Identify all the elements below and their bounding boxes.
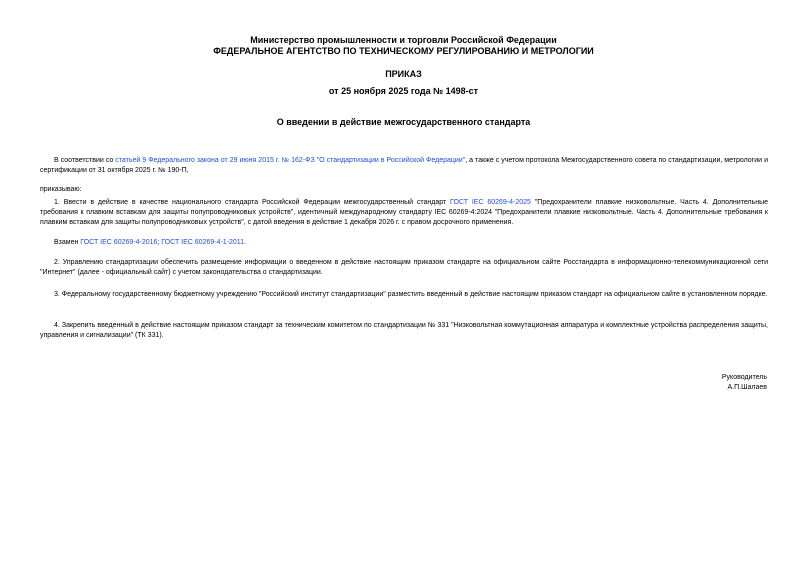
- document-subject: О введении в действие межгосударственного стандарта: [276, 117, 531, 127]
- item-1-paragraph: [40, 198, 768, 228]
- order-word: приказываю:: [40, 186, 82, 193]
- item-2-text: 2. Управлению стандартизации обеспечить размещение информации о введенном в действие настоящим приказом стандарте на официальном сайте Росстандарта в информационно-телекоммуникационной сети "Интернет" (далее - официальный сайт) с учетом законодательства о стандартизации.: [40, 259, 768, 276]
- ministry-name: Министерство промышленности и торговли Российской Федерации: [250, 35, 557, 45]
- replacement-end: .: [244, 239, 247, 246]
- item-1-suffix: "Предохранители плавкие низковольтные. Часть 4. Дополнительные требования к плавким вставкам для защиты полупроводниковых устройств", идентичный международному стандарту IEC 60269-4:2024 "Предохранители плавкие низковольтные. Часть 4. Дополнительные требования к плавким вставкам для защиты полупроводниковых устройств", с датой введения в действие 1 декабря 2026 г. с правом досрочного применения.: [40, 199, 769, 226]
- gost-2025-link[interactable]: ГОСТ IEC 60269-4-2025: [450, 199, 531, 206]
- item-4-paragraph: [40, 321, 768, 341]
- replacement-separator: ;: [157, 239, 162, 246]
- document-date-number: от 25 ноября 2025 года № 1498-ст: [328, 86, 479, 96]
- item-1-prefix: 1. Ввести в действие в качестве национального стандарта Российской Федерации межгосударственный стандарт: [54, 199, 451, 206]
- agency-name: ФЕДЕРАЛЬНОЕ АГЕНТСТВО ПО ТЕХНИЧЕСКОМУ РЕГУЛИРОВАНИЮ И МЕТРОЛОГИИ: [213, 46, 594, 56]
- document-type: ПРИКАЗ: [385, 69, 422, 79]
- replacement-paragraph: [40, 238, 768, 248]
- gost-2011-link[interactable]: ГОСТ IEC 60269-4-1-2011: [161, 239, 245, 246]
- item-2-paragraph: [40, 258, 768, 278]
- item-3-text: 3. Федеральному государственному бюджетному учреждению "Российский институт стандартизации" разместить введенный в действие настоящим приказом стандарт на официальном сайте в установленном порядке.: [54, 291, 768, 298]
- signatory-name: А.П.Шалаев: [727, 384, 767, 391]
- item-3-paragraph: [40, 290, 768, 300]
- federal-law-link[interactable]: статьей 9 Федерального закона от 29 июня 2015 г. № 162-ФЗ "О стандартизации в Российской Федерации": [115, 157, 466, 164]
- item-4-text: 4. Закрепить введенный в действие настоящим приказом стандарт за техническим комитетом по стандартизации № 331 "Низковольтная коммутационная аппаратура и комплектные устройства распределения защиты, управления и сигнализации" (ТК 331).: [40, 322, 768, 339]
- signatory-title: Руководитель: [721, 374, 767, 381]
- preamble-paragraph: [40, 156, 768, 176]
- replacement-prefix: Взамен: [54, 239, 81, 246]
- preamble-suffix: , а также с учетом протокола Межгосударственного совета по стандартизации, метрологии и сертификации от 31 октября 2025 г. № 190-П,: [40, 157, 768, 174]
- gost-2016-link[interactable]: ГОСТ IEC 60269-4-2016: [80, 239, 158, 246]
- preamble-prefix: В соответствии со: [54, 157, 116, 164]
